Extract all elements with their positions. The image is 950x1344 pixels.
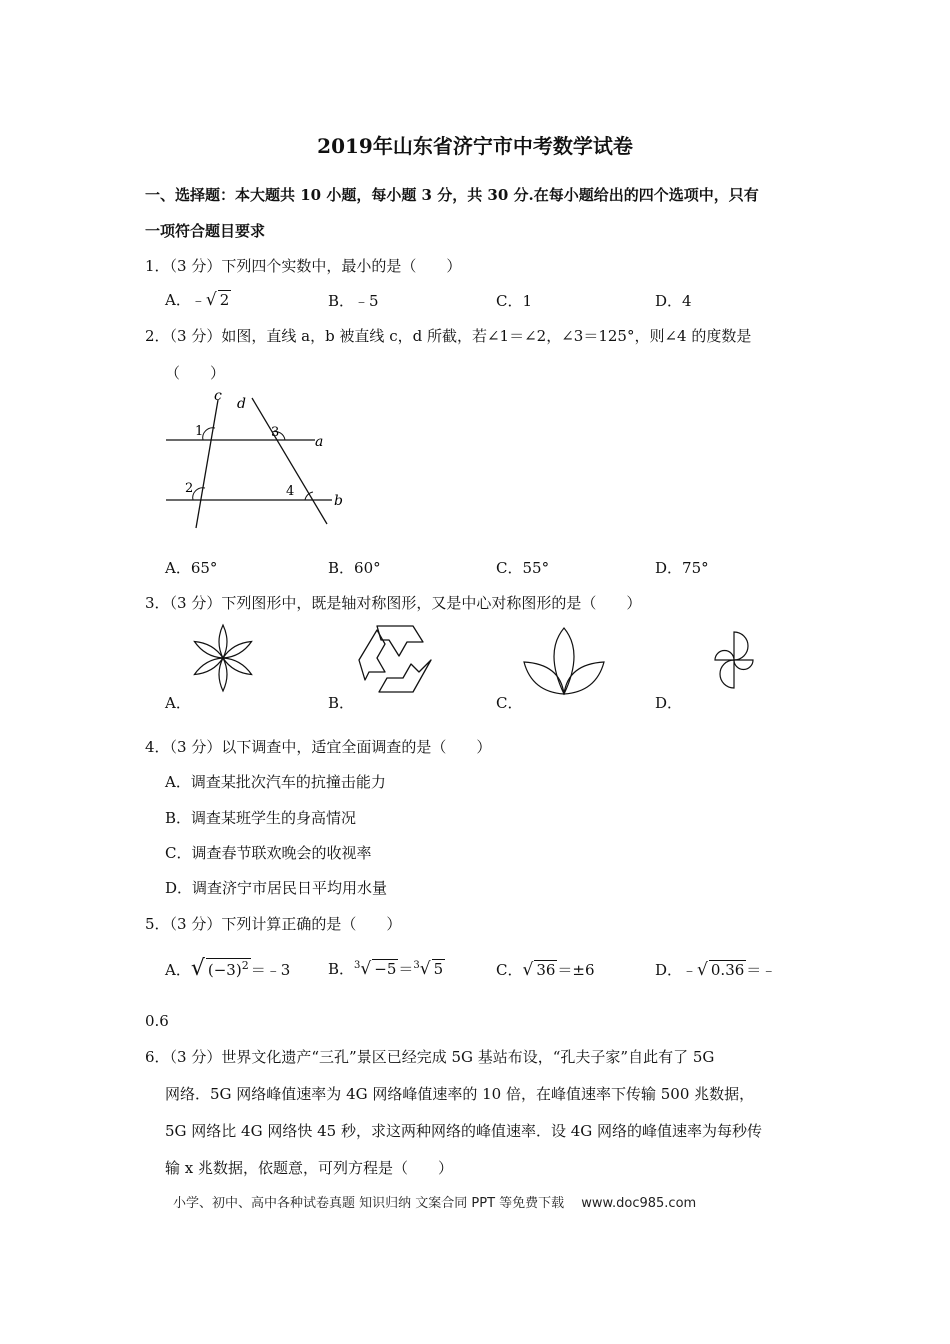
question-4-option-a: A．调查某批次汽车的抗撞击能力 [165,773,386,791]
question-6-line3: 5G 网络比 4G 网络快 45 秒，求这两种网络的峰值速率．设 4G 网络的峰值速率为每秒传 [165,1122,763,1140]
question-1-option-c: C．1 [496,292,533,310]
label-2: 2 [185,481,194,496]
question-3-option-c: C． [496,694,523,712]
pinwheel-figure-icon [713,628,755,692]
minus-sign: ﹣ [190,291,206,309]
sqrt-icon: √ [205,290,217,310]
option-label: A． [165,291,191,309]
option-label: D． [655,961,683,979]
question-2-stem: 2．（3 分）如图，直线 a，b 被直线 c，d 所截，若∠1＝∠2，∠3＝125°，则∠4 的度数是 [145,327,752,345]
radicand: 0.36 [710,961,745,979]
question-6-line4: 输 x 兆数据，依题意，可列方程是（ ） [165,1159,453,1177]
question-3-option-d: D． [655,694,683,712]
question-2-option-a: A．65° [165,559,218,577]
question-6-line2: 网络．5G 网络峰值速率为 4G 网络峰值速率的 10 倍，在峰值速率下传输 500 兆数据， [165,1085,755,1103]
question-4-option-b: B．调查某班学生的身高情况 [165,809,357,827]
radicand: 2 [219,291,230,309]
lotus-figure-icon [522,626,606,696]
section-heading-line1: 一、选择题：本大题共 10 小题，每小题 3 分，共 30 分.在每小题给出的四个选项中，只有 [145,186,759,204]
question-3-option-b: B． [328,694,355,712]
question-4-stem: 4．（3 分）以下调查中，适宜全面调查的是（ ） [145,738,492,756]
question-6-line1: 6．（3 分）世界文化遗产“三孔”景区已经完成 5G 基站布设，“孔夫子家”自此有了 5G [145,1048,715,1066]
question-3-stem: 3．（3 分）下列图形中，既是轴对称图形，又是中心对称图形的是（ ） [145,594,642,612]
question-5-option-a [165,956,290,981]
question-5-option-d-wrap: 0.6 [145,1012,169,1030]
radicand: 36 [536,961,556,979]
line-c [196,400,218,528]
question-1-option-d: D．4 [655,292,692,310]
root-index: 3 [354,960,361,971]
option-label: B． [328,960,355,978]
cube-root-icon: √ [360,959,372,979]
label-a: a [315,434,324,450]
label-3: 3 [271,425,280,440]
label-d: d [237,396,246,412]
question-2-option-c: C．55° [496,559,550,577]
question-3-option-a: A． [165,694,191,712]
label-b: b [334,493,343,509]
radicand-base: (−3) [207,961,242,979]
label-1: 1 [195,424,204,439]
sqrt-icon: √ [190,956,205,981]
radicand [206,958,251,979]
section-heading-line2: 一项符合题目要求 [145,222,266,240]
root-index: 3 [413,960,420,971]
sqrt-icon: √ [697,960,708,980]
exponent: 2 [241,959,249,972]
question-2-option-b: B．60° [328,559,381,577]
flower-figure-icon [190,622,256,694]
page-title: 2019年山东省济宁市中考数学试卷 [317,134,633,158]
rhs: ＝±6 [557,961,595,979]
question-4-option-d: D．调查济宁市居民日平均用水量 [165,879,388,897]
question-4-option-c: C．调查春节联欢晚会的收视率 [165,844,372,862]
question-1-option-b: B．﹣5 [328,292,379,310]
line-d [252,398,327,524]
label-4: 4 [286,484,295,499]
question-1-stem: 1．（3 分）下列四个实数中，最小的是（ ） [145,257,462,275]
sqrt-icon: √ [522,960,534,980]
question-2-paren: （ ） [165,364,226,382]
rhs: ＝﹣ [746,961,777,979]
rhs: ＝﹣3 [250,961,291,979]
question-5-option-c [496,959,595,980]
option-label: C． [496,961,523,979]
cube-root-icon: √ [419,959,431,979]
question-2-option-d: D．75° [655,559,709,577]
question-5-option-b [328,958,445,979]
equals: ＝ [398,960,414,978]
question-5-option-d [655,959,776,980]
question-5-stem: 5．（3 分）下列计算正确的是（ ） [145,915,402,933]
radicand: 5 [433,960,444,978]
question-1-option-a [165,289,231,310]
option-label: A． [165,961,191,979]
radicand: −5 [374,960,397,978]
recycle-figure-icon [355,622,435,696]
page-footer: 小学、初中、高中各种试卷真题 知识归纳 文案合同 PPT 等免费下载 www.doc985.com [173,1196,697,1211]
minus-sign: ﹣ [682,961,698,979]
question-2-figure [160,388,360,538]
label-c: c [214,388,222,404]
